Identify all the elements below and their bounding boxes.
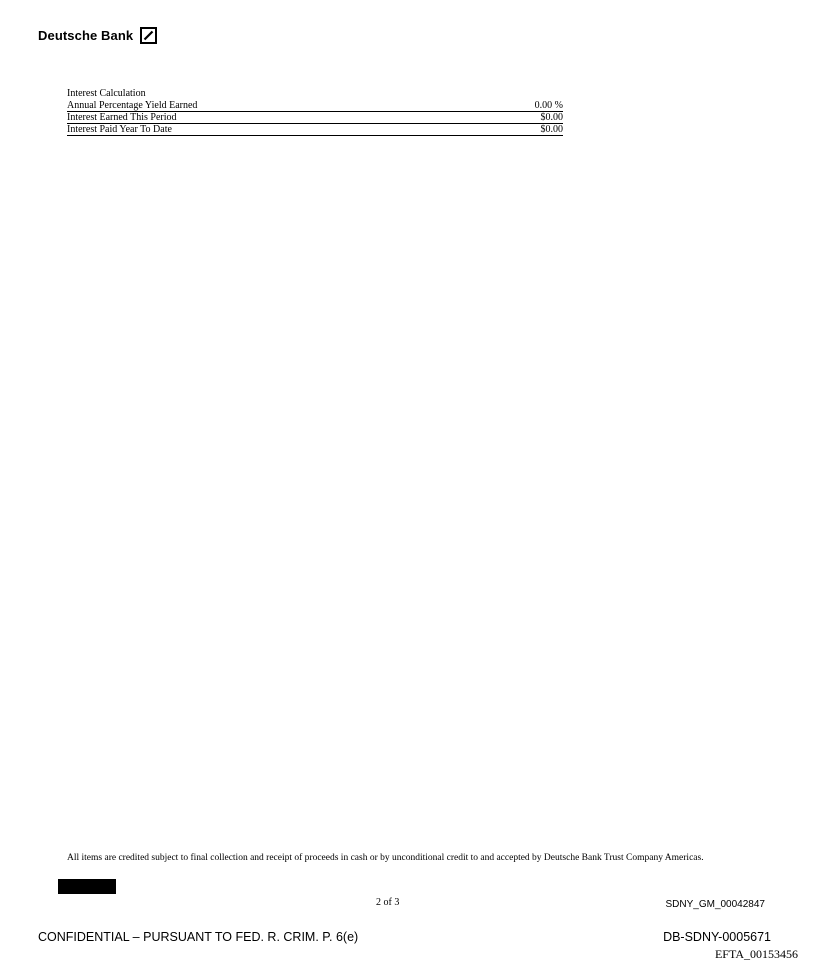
bank-name: Deutsche Bank xyxy=(38,28,134,43)
page-number: 2 of 3 xyxy=(376,897,400,908)
row-value: $0.00 xyxy=(540,112,563,123)
table-row xyxy=(67,100,563,112)
bates-number-gm: SDNY_GM_00042847 xyxy=(665,899,765,910)
redaction-block xyxy=(58,879,116,894)
row-label: Interest Paid Year To Date xyxy=(67,124,172,135)
row-label: Interest Earned This Period xyxy=(67,112,177,123)
interest-title: Interest Calculation xyxy=(67,88,146,99)
table-row xyxy=(67,124,563,136)
row-value: 0.00 % xyxy=(534,100,563,111)
deutsche-bank-slash-icon xyxy=(140,27,157,44)
interest-calculation-table xyxy=(67,88,563,136)
disclaimer-text: All items are credited subject to final collection and receipt of proceeds in cash or by unconditional credit to and accepted by Deutsche Bank Trust Company Americas. xyxy=(67,853,704,863)
table-row xyxy=(67,112,563,124)
row-label: Annual Percentage Yield Earned xyxy=(67,100,198,111)
bank-logo xyxy=(38,27,157,44)
bates-number-db: DB-SDNY-0005671 xyxy=(663,930,771,944)
efta-number: EFTA_00153456 xyxy=(714,947,798,961)
confidentiality-notice: CONFIDENTIAL – PURSUANT TO FED. R. CRIM. P. 6(e) xyxy=(38,930,359,944)
row-value: $0.00 xyxy=(540,124,563,135)
